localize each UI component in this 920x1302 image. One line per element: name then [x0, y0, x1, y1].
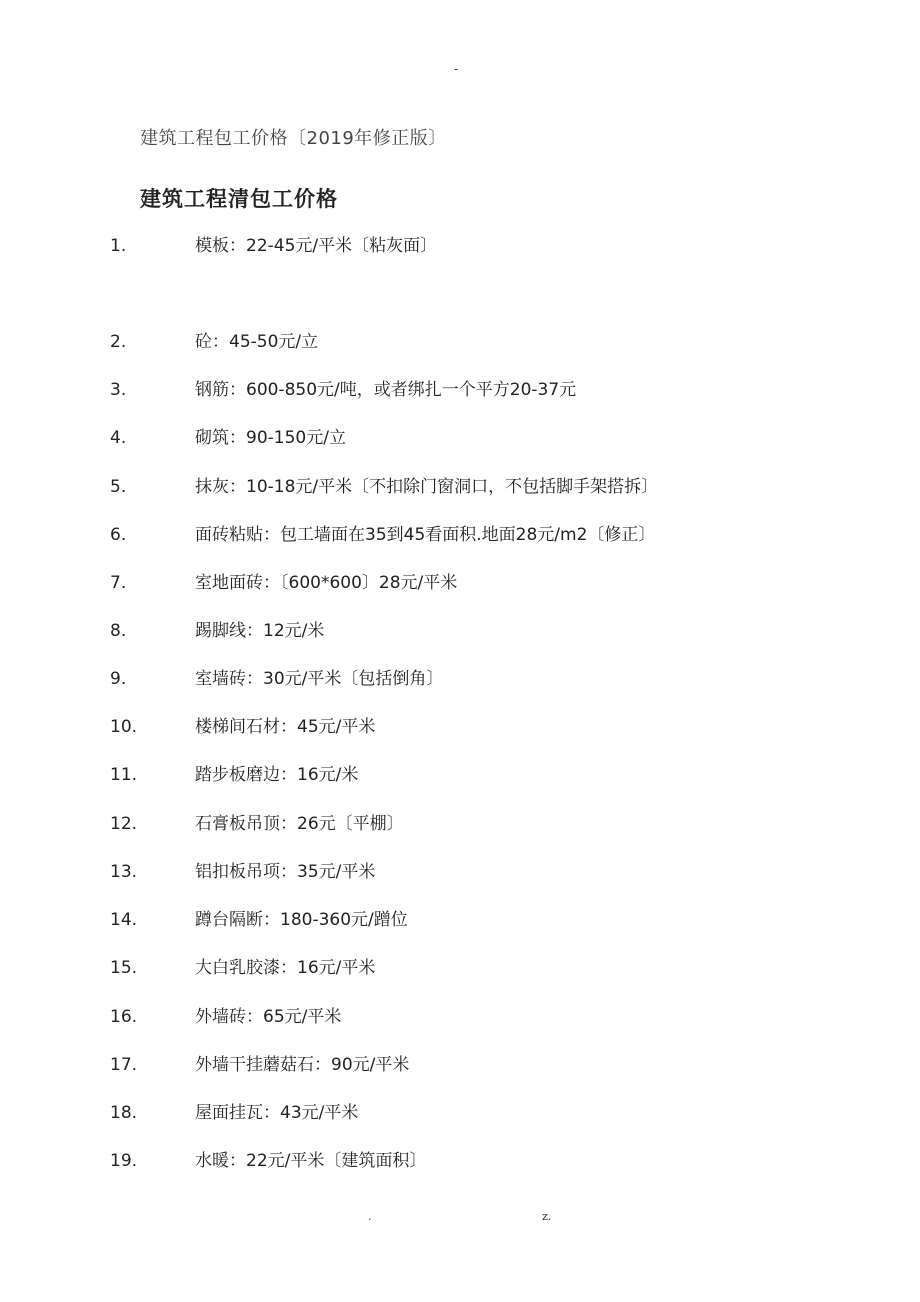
item-text: 水暖：22元/平米〔建筑面积〕 [195, 1151, 427, 1171]
item-text: 石膏板吊顶：26元〔平棚〕 [195, 814, 404, 834]
item-text: 外墙干挂蘑菇石：90元/平米 [195, 1055, 410, 1075]
item-text: 面砖粘贴：包工墙面在35到45看面积.地面28元/m2〔修正〕 [195, 525, 656, 545]
item-number: 8. [110, 621, 127, 641]
item-text: 大白乳胶漆：16元/平米 [195, 958, 376, 978]
list-item [0, 328, 920, 356]
item-number: 17. [110, 1055, 138, 1075]
item-text: 抹灰：10-18元/平米〔不扣除门窗洞口，不包括脚手架搭拆〕 [195, 477, 659, 497]
list-item [0, 1099, 920, 1127]
item-text: 踢脚线：12元/米 [195, 621, 325, 641]
item-number: 9. [110, 669, 127, 689]
list-item [0, 761, 920, 789]
list-item [0, 906, 920, 934]
list-item [0, 1051, 920, 1079]
item-number: 4. [110, 428, 127, 448]
list-item [0, 713, 920, 741]
item-text: 室地面砖：〔600*600〕28元/平米 [195, 573, 458, 593]
item-text: 屋面挂瓦：43元/平米 [195, 1103, 359, 1123]
page-footer-left: . [368, 1210, 372, 1223]
item-text: 蹲台隔断：180-360元/蹭位 [195, 910, 408, 930]
item-number: 16. [110, 1007, 138, 1027]
item-text: 室墙砖：30元/平米〔包括倒角〕 [195, 669, 444, 689]
list-item [0, 521, 920, 549]
page-header-mark: - [454, 62, 459, 76]
item-number: 15. [110, 958, 138, 978]
item-number: 3. [110, 380, 127, 400]
item-text: 外墙砖：65元/平米 [195, 1007, 342, 1027]
document-subtitle: 建筑工程包工价格〔2019年修正版〕 [140, 128, 447, 149]
list-item [0, 954, 920, 982]
list-item [0, 473, 920, 501]
item-text: 踏步板磨边：16元/米 [195, 765, 359, 785]
item-number: 14. [110, 910, 138, 930]
list-item [0, 617, 920, 645]
item-number: 12. [110, 814, 138, 834]
item-number: 1. [110, 236, 127, 256]
item-text: 钢筋：600-850元/吨，或者绑扎一个平方20-37元 [195, 380, 577, 400]
list-item [0, 1147, 920, 1175]
list-item [0, 810, 920, 838]
item-text: 铝扣板吊项：35元/平米 [195, 862, 376, 882]
list-item [0, 665, 920, 693]
list-item [0, 858, 920, 886]
item-number: 2. [110, 332, 127, 352]
item-number: 6. [110, 525, 127, 545]
list-item [0, 232, 920, 260]
item-text: 砼：45-50元/立 [195, 332, 319, 352]
item-number: 5. [110, 477, 127, 497]
item-number: 13. [110, 862, 138, 882]
item-number: 18. [110, 1103, 138, 1123]
list-item [0, 424, 920, 452]
item-text: 模板：22-45元/平米〔粘灰面〕 [195, 236, 438, 256]
list-item [0, 376, 920, 404]
item-number: 19. [110, 1151, 138, 1171]
page-footer-right: z. [542, 1210, 552, 1223]
item-number: 7. [110, 573, 127, 593]
item-number: 11. [110, 765, 138, 785]
list-item [0, 1003, 920, 1031]
item-text: 楼梯间石材：45元/平米 [195, 717, 376, 737]
document-title: 建筑工程清包工价格 [140, 187, 338, 211]
list-item [0, 569, 920, 597]
item-text: 砌筑：90-150元/立 [195, 428, 346, 448]
item-number: 10. [110, 717, 138, 737]
